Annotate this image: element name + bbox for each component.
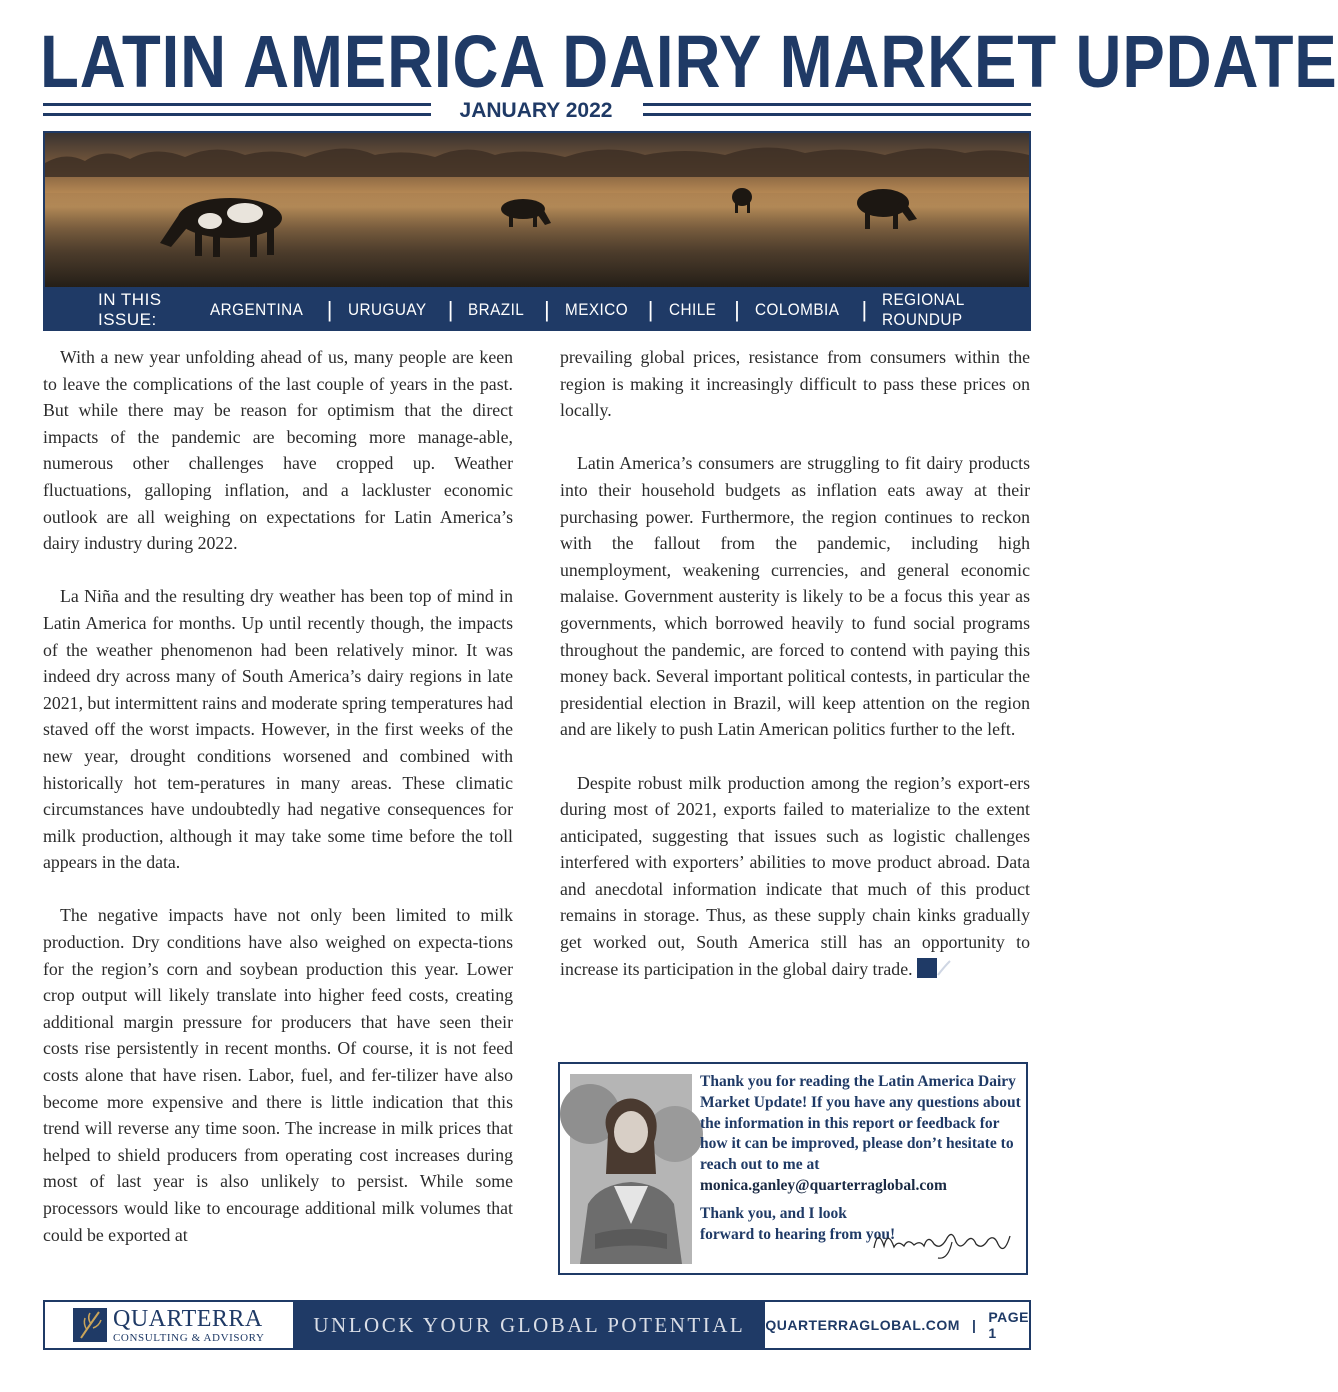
newsletter-title: LATIN AMERICA DAIRY MARKET UPDATE bbox=[40, 20, 1338, 103]
title-rule-left-bottom bbox=[43, 113, 431, 116]
issue-separator: | bbox=[447, 297, 454, 322]
brand-subtitle: CONSULTING & ADVISORY bbox=[113, 1331, 265, 1344]
page-number: PAGE 1 bbox=[988, 1309, 1029, 1341]
brand-name: QUARTERRA bbox=[113, 1305, 263, 1332]
page-footer bbox=[43, 1300, 1031, 1350]
title-rule-right-top bbox=[643, 103, 1031, 106]
handwritten-signature bbox=[868, 1220, 1018, 1267]
contact-email-link[interactable]: monica.ganley@quarterraglobal.com bbox=[700, 1176, 947, 1194]
issue-separator: | bbox=[326, 297, 333, 322]
closing-line: Thank you, and I look forward to hearing from you! bbox=[700, 1205, 896, 1243]
issue-separator: | bbox=[861, 297, 868, 322]
article-paragraph: La Niña and the resulting dry weather has been top of mind in Latin America for months. Up until recently though, the impacts of the weather phenomenon had been relatively minor. It was indeed dry across many of South America’s dairy regions in late 2021, but intermittent rains and moderate spring temperatures had staved off the worst impacts. However, in the first weeks of the new year, drought conditions worsened and combined with historically hot tem-peratures in many areas. These climatic circumstances have undoubtedly had negative consequences for milk production, although it may take some time before the toll appears in the data. bbox=[43, 586, 513, 873]
article-column-right bbox=[560, 344, 1030, 1009]
issue-item-chile: CHILE bbox=[668, 300, 716, 319]
author-photo bbox=[570, 1074, 692, 1264]
article-paragraph-text: Despite robust milk production among the region’s export-ers during most of 2021, exports failed to materialize to the extent anticipated, suggesting that issues such as logistic challenges interfered with exporters’ abilities to move product abroad. Data and anecdotal information indicate that much of this product remains in storage. Thus, as these supply chain kinks gradually get worked out, South America still has an opportunity to increase its participation in the global dairy trade. bbox=[560, 772, 1030, 979]
footer-tagline: UNLOCK YOUR GLOBAL POTENTIAL bbox=[293, 1302, 765, 1348]
issue-separator: | bbox=[734, 297, 740, 322]
issue-item-regional-roundup: REGIONAL ROUNDUP bbox=[882, 290, 965, 329]
article-column-left bbox=[43, 344, 513, 1275]
issue-item-mexico: MEXICO bbox=[564, 300, 628, 319]
title-rule-left-top bbox=[43, 103, 431, 106]
cows-field-illustration bbox=[45, 133, 1029, 287]
issue-separator: | bbox=[647, 297, 654, 322]
issue-item-argentina: ARGENTINA bbox=[210, 300, 304, 319]
issue-item-brazil: BRAZIL bbox=[468, 300, 525, 319]
article-paragraph-last bbox=[560, 770, 1030, 983]
hero-image bbox=[43, 131, 1031, 289]
issue-date: JANUARY 2022 bbox=[459, 99, 613, 122]
website-link[interactable]: QUARTERRAGLOBAL.COM bbox=[765, 1317, 960, 1333]
thank-you-text: Thank you for reading the Latin America Dairy Market Update! If you have any questions about the information in this report or feedback for how it can be improved, please don’t hesitate to reach out to me at bbox=[700, 1073, 1021, 1174]
thank-you-message bbox=[700, 1072, 1022, 1197]
article-paragraph: With a new year unfolding ahead of us, many people are keen to leave the complications of the last couple of years in the past. But while there may be reason for optimism that the direct impacts of the pandemic are becoming more manage-able, numerous other challenges have cropped up. Weather fluctuations, galloping inflation, and a lackluster economic outlook are all weighing on expectations for Latin America’s dairy industry during 2022. bbox=[43, 347, 513, 554]
issue-item-colombia: COLOMBIA bbox=[754, 300, 840, 319]
title-rule-right-bottom bbox=[643, 113, 1031, 116]
quarterra-logo[interactable] bbox=[45, 1302, 293, 1348]
thank-you-box bbox=[558, 1062, 1028, 1275]
issue-item-uruguay: URUGUAY bbox=[347, 300, 427, 319]
footer-separator: | bbox=[971, 1317, 977, 1333]
in-this-issue-bar bbox=[43, 289, 1031, 331]
article-paragraph: The negative impacts have not only been limited to milk production. Dry conditions have also weighed on expecta-tions for the region’s corn and soybean production this year. Lower crop output will likely translate into higher feed costs, creating additional margin pressure for producers that have seen their costs rise persistently in recent months. Of course, it is not feed costs alone that have risen. Labor, fuel, and fer-tilizer have also become more expensive and there is little indication that this trend will reverse any time soon. The increase in milk prices that helped to shield producers from operating cost increases during most of last year is also unlikely to persist. While some processors would like to encourage additional milk volumes that could be exported at bbox=[43, 905, 513, 1245]
footer-site-info bbox=[765, 1302, 1029, 1348]
article-paragraph: Latin America’s consumers are struggling to fit dairy products into their household budgets as inflation eats away at their purchasing power. Furthermore, the region continues to reckon with the fallout from the pandemic, including high unemployment, weakening currencies, and general economic malaise. Government austerity is likely to be a focus this year as governments, which borrowed heavily to fund social programs throughout the pandemic, are forced to contend with paying this money back. Several important political contests, in particular the presidential election in Brazil, will keep attention on the region and are likely to push Latin American politics further to the left. bbox=[560, 453, 1030, 740]
issue-separator: | bbox=[544, 297, 550, 322]
in-this-issue-label: IN THIS ISSUE: bbox=[98, 290, 162, 329]
wheat-logo-icon bbox=[73, 1308, 107, 1342]
article-paragraph-continued: prevailing global prices, resistance from consumers within the region is making it increasingly difficult to pass these prices on locally. bbox=[560, 347, 1030, 421]
end-mark-icon bbox=[917, 958, 937, 978]
